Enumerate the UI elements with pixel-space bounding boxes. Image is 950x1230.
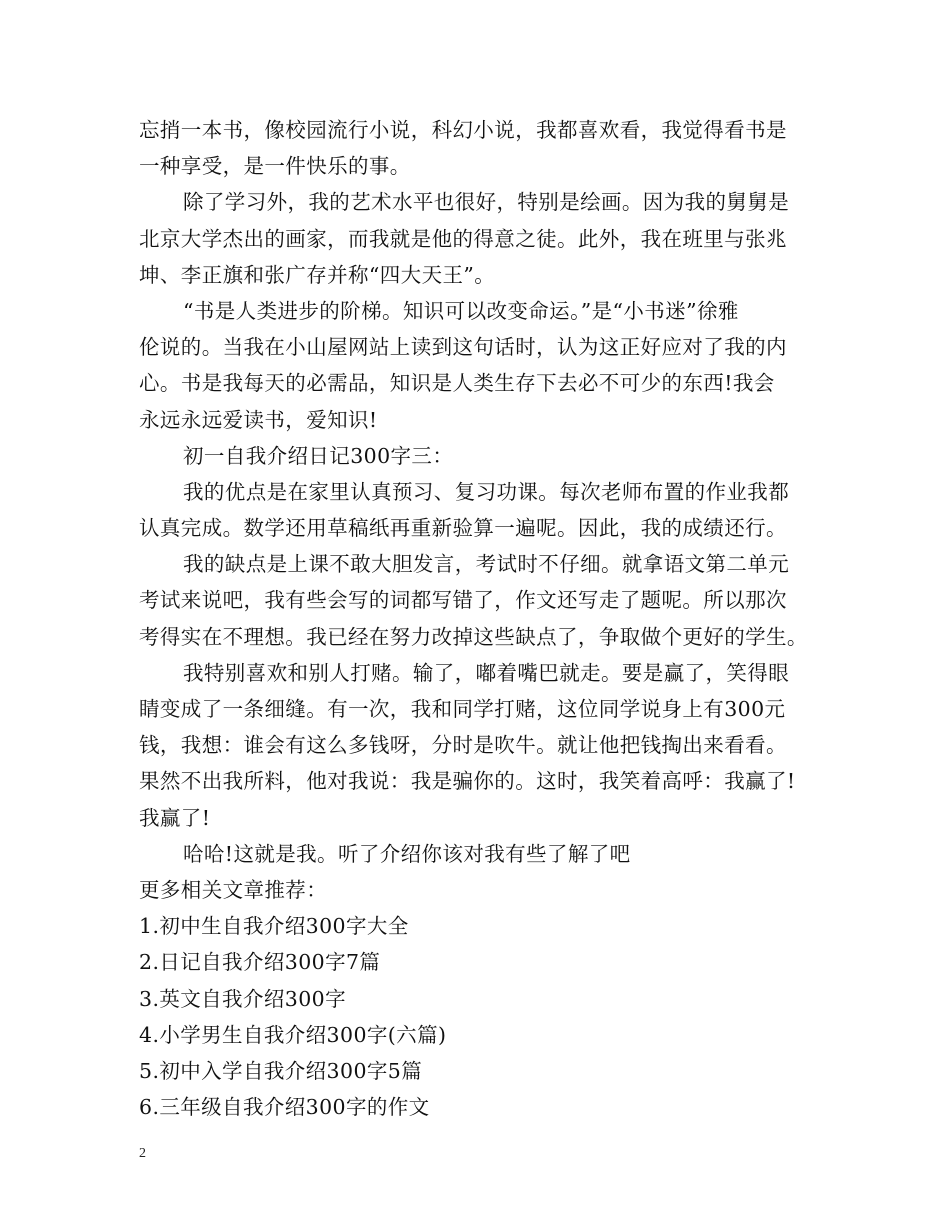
text-line: 考得实在不理想。我已经在努力改掉这些缺点了，争取做个更好的学生。	[139, 624, 808, 649]
text-line: 我赢了!	[139, 805, 211, 830]
text-line: “书是人类进步的阶梯。知识可以改变命运。”是“小书迷”徐雅	[183, 298, 739, 323]
text-line: 睛变成了一条细缝。有一次，我和同学打赌，这位同学说身上有300元	[139, 697, 786, 721]
text-line: 6.三年级自我介绍300字的作文	[139, 1095, 430, 1120]
text-line: 考试来说吧，我有些会写的词都写错了，作文还写走了题呢。所以那次	[139, 588, 787, 613]
text-line: 伦说的。当我在小山屋网站上读到这句话时，认为这正好应对了我的内	[139, 335, 787, 360]
text-line: 1.初中生自我介绍300字大全	[139, 914, 409, 939]
text-line: 忘捎一本书，像校园流行小说，科幻小说，我都喜欢看，我觉得看书是	[139, 118, 787, 142]
text-line: 更多相关文章推荐：	[139, 877, 328, 902]
text-line: 认真完成。数学还用草稿纸再重新验算一遍呢。因此，我的成绩还行。	[139, 516, 787, 541]
text-line: 除了学习外，我的艺术水平也很好，特别是绘画。因为我的舅舅是	[183, 190, 790, 215]
text-line: 5.初中入学自我介绍300字5篇	[139, 1058, 423, 1083]
text-line: 一种享受，是一件快乐的事。	[139, 154, 411, 179]
text-line: 2.日记自我介绍300字7篇	[139, 950, 381, 975]
text-line: 我的优点是在家里认真预习、复习功课。每次老师布置的作业我都	[183, 479, 790, 504]
text-line: 我特别喜欢和别人打赌。输了，嘟着嘴巴就走。要是赢了，笑得眼	[183, 660, 790, 685]
text-line: 4.小学男生自我介绍300字(六篇)	[139, 1022, 447, 1047]
text-line: 初一自我介绍日记300字三：	[183, 443, 454, 468]
text-line: 北京大学杰出的画家，而我就是他的得意之徒。此外，我在班里与张兆	[139, 226, 787, 251]
text-line: 心。书是我每天的必需品，知识是人类生存下去必不可少的东西!我会	[139, 371, 775, 396]
document-body	[139, 112, 829, 1125]
page-number: 2	[139, 1146, 146, 1161]
text-line: 钱，我想：谁会有这么多钱呀，分时是吹牛。就让他把钱掏出来看看。	[139, 733, 787, 758]
text-line: 3.英文自我介绍300字	[139, 986, 346, 1011]
text-line: 永远永远爱读书，爱知识!	[139, 407, 378, 432]
text-line: 果然不出我所料，他对我说：我是骗你的。这时，我笑着高呼：我赢了!	[139, 769, 796, 794]
text-line: 坤、李正旗和张广存并称“四大天王”。	[139, 262, 496, 287]
text-line: 哈哈!这就是我。听了介绍你该对我有些了解了吧	[183, 841, 631, 866]
text-line: 我的缺点是上课不敢大胆发言，考试时不仔细。就拿语文第二单元	[183, 552, 790, 577]
